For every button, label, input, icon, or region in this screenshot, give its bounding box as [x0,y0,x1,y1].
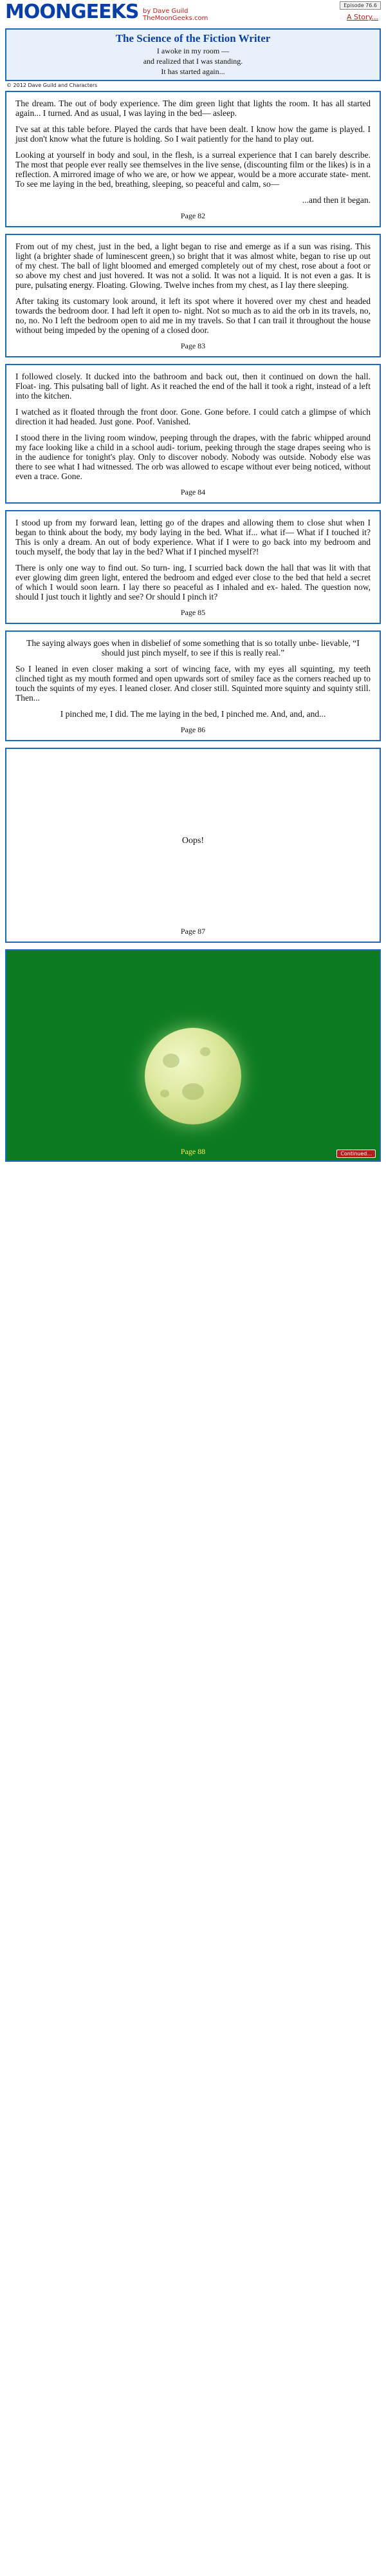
panel-paragraph: I stood up from my forward lean, letting go of the drapes and allowing them to close shut when I began to think about the body, my body laying in the bed. What if... what if— What if I touched it? This is only a dream. An out of body experience. What if I were to go back into my bedroom and touch myself, the body that lay in the bed? What if I pinched myself?! [15,518,371,556]
panel-paragraph: I pinched me, I did. The me laying in the bed, I pinched me. And, and, and... [60,709,326,719]
page-title: The Science of the Fiction Writer [115,32,271,44]
orb-crater [200,1047,210,1056]
continued-button[interactable]: Continued... [336,1150,376,1158]
page-number: Page 84 [180,488,206,497]
banner-subline-3: It has started again... [161,67,225,76]
oops-text: Oops! [181,836,205,846]
panel-paragraph: I stood there in the living room window, peeping through the drapes, with the fabric whipped around my face looking like a child in a school audi- torium, peeking through the stage drapes seeing who is in the audience for tonight's play. Only to discover nobody. Nobody was outside. Nobody else was there to see what I had witnessed. The orb was allowed to escape without ever being noticed, without even a trace. Gone. [15,433,371,481]
banner-subline-2: and realized that I was standing. [143,57,243,66]
panel-page-84 [5,364,381,504]
panel-paragraph: The saying always goes when in disbelief of some something that is so totally unbe- lievable, “I should just pinch myself, to see if this is really real.” [26,638,360,658]
panel-paragraph: The dream. The out of body experience. The dim green light that lights the room. It has all started again... I turned. And as usual, I was laying in the bed— asleep. [15,99,371,118]
orb-crater [182,1083,204,1100]
orb-crater [160,1090,169,1097]
byline [143,8,208,22]
byline-author: by Dave Guild [143,8,188,15]
story-link[interactable]: A Story... [346,13,378,21]
panel-page-83 [5,234,381,357]
site-logo[interactable] [5,1,138,23]
banner-subline-1: I awoke in my room — [156,46,230,55]
episode-badge: Episode 76.6 [340,1,381,10]
masthead [0,0,386,28]
panel-page-87 [5,748,381,943]
panel-page-82 [5,91,381,227]
panel-paragraph: I watched as it floated through the front door. Gone. Gone before. I could catch a glimpse of which direction it had headed. Just gone. Poof. Vanished. [15,407,371,426]
page-number: Page 87 [180,927,206,936]
logo-geeks-text: GEEKS [70,1,139,23]
panel-paragraph: I've sat at this table before. Played the cards that have been dealt. I know how the game is played. I just don't know what the future is holding. So I wait patiently for the hand to play out. [15,124,371,144]
page-number: Page 83 [180,341,206,350]
glowing-orb-icon [145,1028,241,1124]
panel-paragraph: From out of my chest, just in the bed, a light began to rise and emerge as if a sun was rising. This light (a brighter shade of luminescent green,) so bright that it was almost white, began to rise up out of my chest. The ball of light bloomed and emerged completely out of my chest, rose about a foot or so above my chest and just hovered. It was not a solid. It was not a liquid. It is not even a gas. It is pure, pulsating energy. Floating. Glowing. Twelve inches from my chest, as I lay there sleeping. [15,242,371,290]
panel-page-86 [5,630,381,741]
panel-page-88 [5,949,381,1162]
panel-paragraph: Looking at yourself in body and soul, in the flesh, is a surreal experience that I can barely describe. The most that people ever really see themselves in the live sense, (discounting film or the likes) is in a reflection. A mirrored image of who we are, or how we appear, would be a more accurate state- ment. To see me laying in the bed, breathing, sleeping, so peaceful and calm, so— [15,150,371,189]
page-number: Page 88 [180,1147,206,1156]
page-number: Page 85 [180,608,206,617]
panel-page-85 [5,510,381,624]
panel-paragraph: There is only one way to find out. So turn- ing, I scurried back down the hall that was lit with that ever glowing dim green light, entered the bedroom and edged ever close to the bed that held a secret of which I would soon learn. I lay there so peaceful as I inhaled and ex- haled. The question now, should I just touch it lightly and see? Or should I pinch it? [15,563,371,601]
panel-paragraph: I followed closely. It ducked into the bathroom and back out, then it continued on down the hall. Float- ing. This pulsating ball of light. As it reached the end of the hall it took a right, instead of a left into the kitchen. [15,372,371,401]
panel-paragraph: So I leaned in even closer making a sort of wincing face, with my eyes all squinting, my teeth clinched tight as my mouth formed and open upwards sort of smiley face as the corners reached up to touch the squints of my eyes. I leaned closer. And closer still. Squinted more squinty and squinty still. Then... [15,664,371,703]
byline-site: TheMoonGeeks.com [143,15,208,22]
page-number: Page 82 [180,211,206,220]
panel-last-line: ...and then it began. [302,195,371,205]
page-number: Page 86 [180,725,206,734]
copyright-notice: © 2012 Dave Guild and Characters [6,82,98,88]
orb-crater [163,1054,179,1068]
panel-paragraph: After taking its customary look around, it left its spot where it hovered over my chest and headed towards the bedroom door. I had left it open to- night. Not so much as to aid the orb in its travels, no, no, no. No I left the bedroom open to aid me in my travels. So that I can trail it throughout the house without being impeded by the opening of a closed door. [15,296,371,335]
logo-moon-text: MOON [5,1,71,23]
title-banner [5,28,381,81]
